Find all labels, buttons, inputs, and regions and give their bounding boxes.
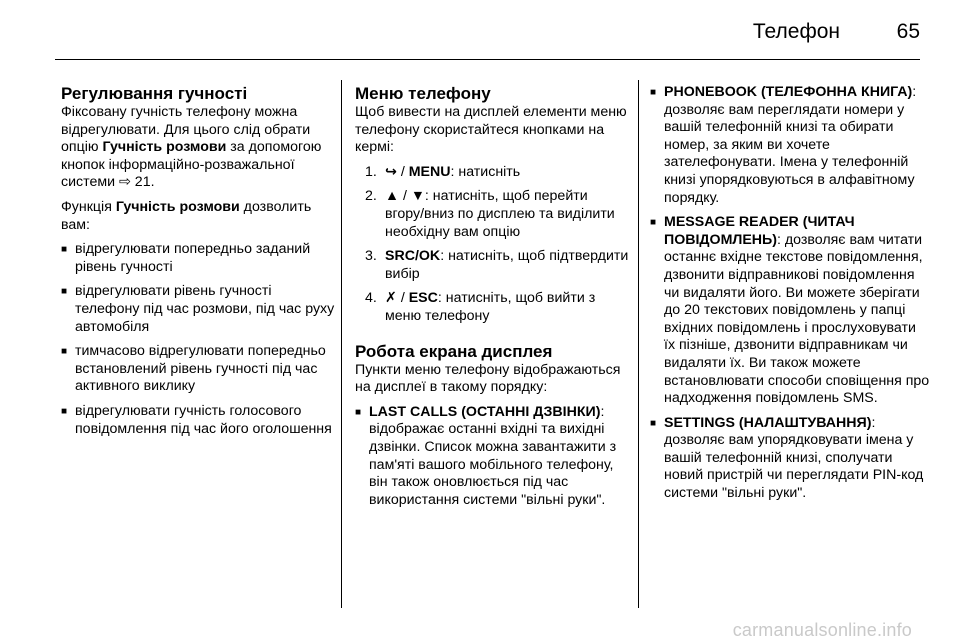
page-number: 65	[896, 20, 920, 43]
volume-intro: Фіксовану гучність телефону можна відрегулювати. Для цього слід обрати опцію Гучність розмови за допомогою кнопок інформаційно-розважальної системи ⇨ 21.	[61, 104, 322, 191]
src-ok-key: SRC/OK	[385, 248, 441, 265]
page-reference-icon: ⇨	[118, 174, 131, 191]
hang-up-icon: ✗	[385, 290, 397, 307]
volume-heading: Регулювання гучності	[61, 84, 248, 103]
display-intro: Пункти меню телефону відображаються на дисплеї в такому порядку:	[355, 361, 621, 396]
page-header	[0, 0, 960, 64]
list-item: ■ MESSAGE READER (ЧИТАЧ ПОВІДОМЛЕНЬ): дозволяє вам читати останнє вхідне текстове повідомлення, дзвонити відправникові повідомлення чи видаляти його. Ви можете зберігати до 20 текстових повідомлень у папці вхідних повідомлень і прослуховувати їх пізніше, дзвонити відправникам чи видаляти їх. Ви також можете встановлювати способи сповіщення про надходження повідомлень SMS.	[650, 214, 930, 408]
function-name: Гучність розмови	[115, 198, 240, 215]
option-name: Гучність розмови	[102, 139, 227, 156]
esc-key: ESC	[408, 290, 438, 307]
phone-call-icon: ↪	[385, 163, 397, 180]
volume-function: Функція Гучність розмови дозволить вам:	[61, 198, 312, 233]
steps-list	[365, 164, 630, 326]
watermark: carmanualsonline.info	[732, 620, 912, 640]
step-number: 3.	[365, 248, 377, 265]
column-divider-2	[638, 80, 639, 608]
phone-menu-intro: Щоб вивести на дисплей елементи меню телефону скористайтеся кнопками на кермі:	[355, 104, 627, 156]
list-item: ■ тимчасово відрегулювати попередньо встановлений рівень гучності під час активного виклику	[61, 343, 336, 396]
step-number: 2.	[365, 188, 377, 205]
arrow-up-icon: ▲	[385, 188, 400, 205]
step-item: 2. ▲ / ▼: натисніть, щоб перейти вгору/вниз по дисплею та виділити необхідну вам опцію	[365, 188, 615, 240]
page-reference: 21.	[130, 174, 155, 191]
list-item: ■ відрегулювати попередньо заданий рівень гучності	[61, 241, 336, 276]
menu-items-list	[650, 84, 930, 503]
arrow-down-icon: ▼	[410, 188, 425, 205]
header-rule	[55, 59, 920, 60]
column-divider-1	[341, 80, 342, 608]
list-item: ■ PHONEBOOK (ТЕЛЕФОННА КНИГА): дозволяє вам переглядати номери у вашій телефонній книзі та обирати номер, за яким ви хочете зателефонувати. Імена у телефонній книзі упорядковуються в алфавітному порядку.	[650, 84, 930, 207]
column-volume	[61, 84, 336, 445]
step-item: 4. ✗ / ESC: натисніть, щоб вийти з меню телефону	[365, 290, 596, 324]
step-number: 1.	[365, 163, 377, 180]
column-menu-items	[650, 84, 930, 510]
column-phone-menu	[355, 84, 630, 516]
menu-key: MENU	[408, 163, 451, 180]
step-item: 1. ↪ / MENU: натисніть	[365, 163, 521, 180]
display-bullet-list	[355, 404, 630, 510]
step-number: 4.	[365, 290, 377, 307]
list-item: ■ відрегулювати рівень гучності телефону під час розмови, під час руху автомобіля	[61, 283, 336, 336]
section-title: Телефон	[752, 20, 840, 43]
phone-menu-heading: Меню телефону	[355, 84, 491, 103]
list-item: ■ LAST CALLS (ОСТАННІ ДЗВІНКИ): відображає останні вхідні та вихідні дзвінки. Список можна завантажити з пам'яті вашого мобільного телефону, він також оновлюється під час використання системи "вільні руки".	[355, 404, 630, 510]
volume-bullet-list	[61, 241, 336, 438]
display-heading: Робота екрана дисплея	[355, 341, 553, 361]
step-item: 3. SRC/OK: натисніть, щоб підтвердити вибір	[365, 248, 629, 282]
list-item: ■ відрегулювати гучність голосового повідомлення під час його оголошення	[61, 403, 336, 438]
list-item: ■ SETTINGS (НАЛАШТУВАННЯ): дозволяє вам упорядковувати імена у вашій телефонній книзі, сполучати новий пристрій чи переглядати PIN-код системи "вільні руки".	[650, 415, 930, 503]
